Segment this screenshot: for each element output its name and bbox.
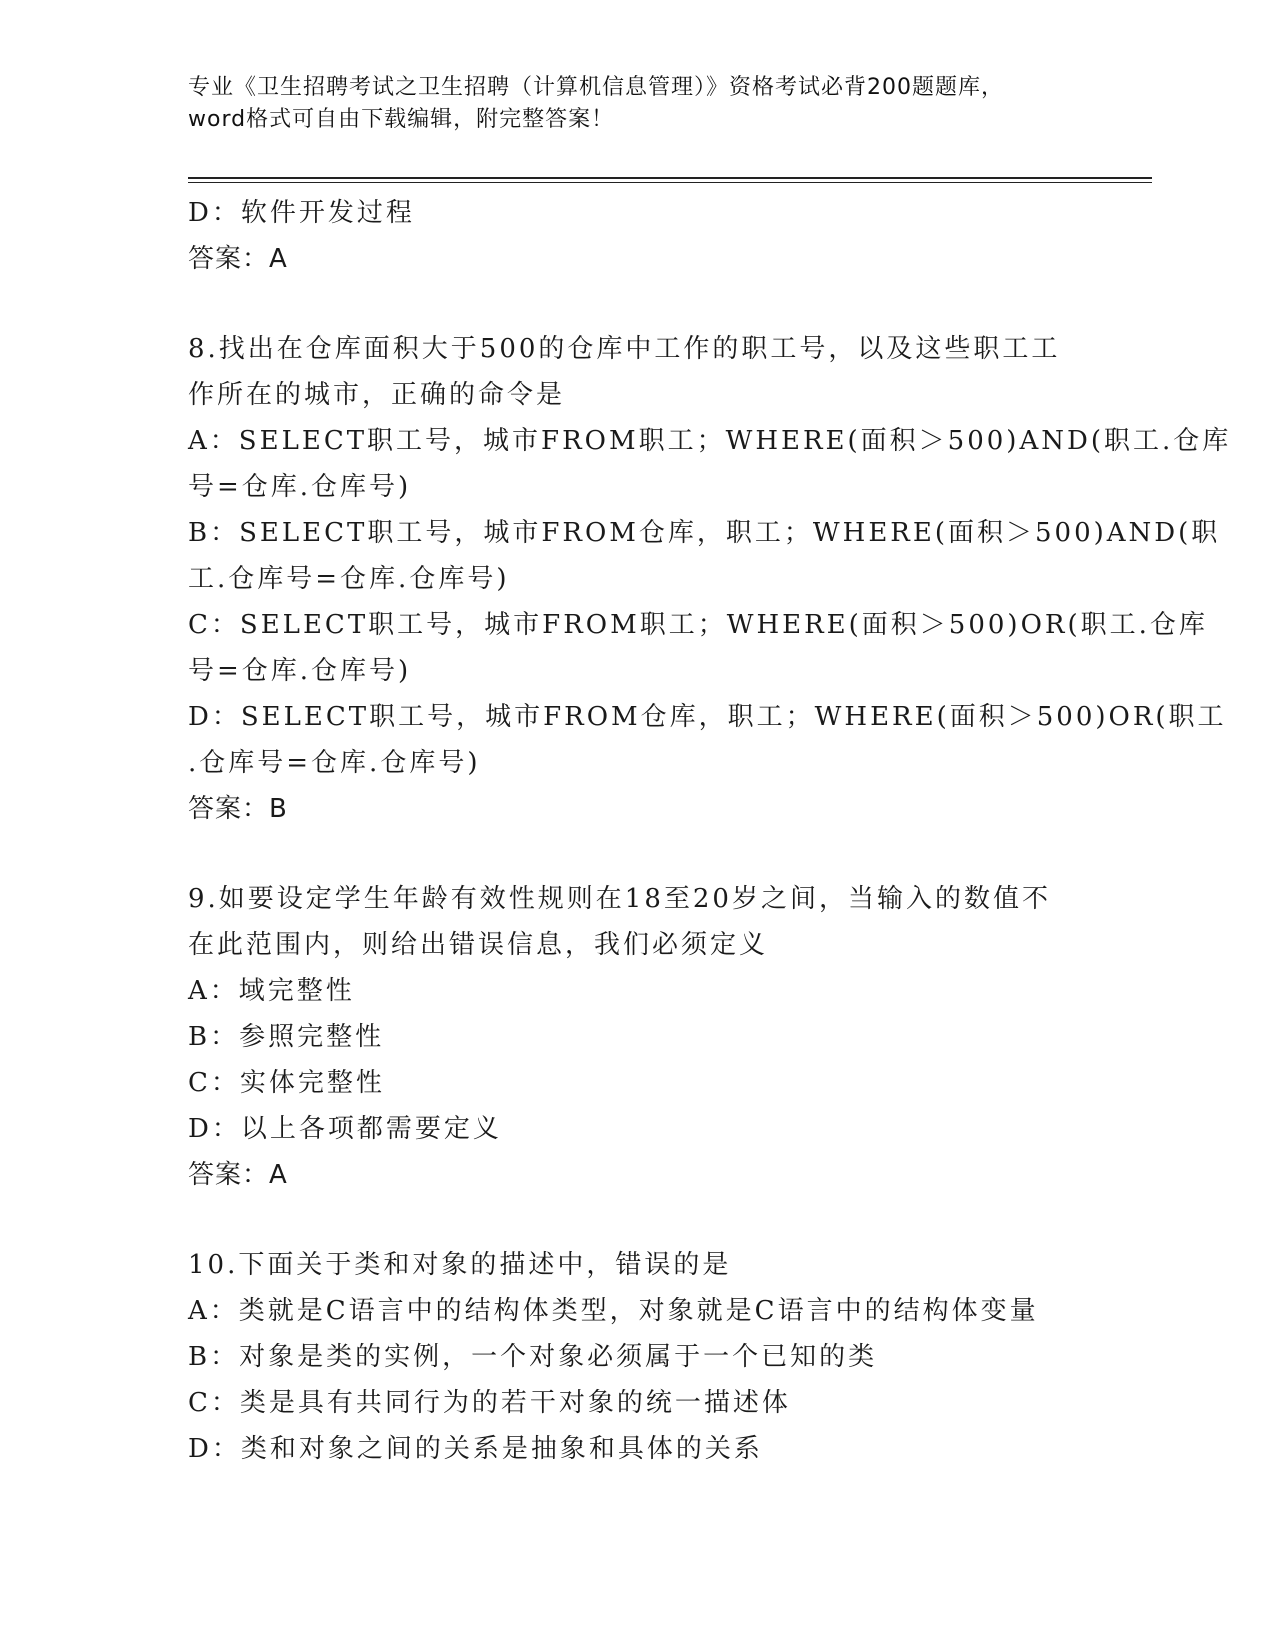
question-8-option-a-cont: 号=仓库.仓库号) <box>188 472 412 502</box>
header-divider-thin <box>188 182 1152 183</box>
question-8-option-b-cont: 工.仓库号=仓库.仓库号) <box>188 564 510 594</box>
document-header <box>188 72 1088 136</box>
question-10-option-a: A：类就是C语言中的结构体类型，对象就是C语言中的结构体变量 <box>188 1296 1039 1326</box>
question-8-option-c-cont: 号=仓库.仓库号) <box>188 656 412 686</box>
question-10-stem: 10.下面关于类和对象的描述中，错误的是 <box>188 1250 732 1280</box>
option-d: D：软件开发过程 <box>188 198 415 228</box>
spacer <box>188 832 1088 876</box>
question-9-option-c: C：实体完整性 <box>188 1068 385 1098</box>
question-8-stem: 8.找出在仓库面积大于500的仓库中工作的职工号，以及这些职工工 <box>188 334 1061 364</box>
question-8-option-a: A：SELECT职工号，城市FROM职工；WHERE(面积＞500)AND(职工.仓库 <box>188 426 1232 456</box>
spacer <box>188 282 1088 326</box>
question-8-option-d: D：SELECT职工号，城市FROM仓库，职工；WHERE(面积＞500)OR(职工 <box>188 702 1227 732</box>
question-9-option-b: B：参照完整性 <box>188 1022 385 1052</box>
question-9-answer: 答案：A <box>188 1160 288 1190</box>
spacer <box>188 1198 1088 1242</box>
question-10-option-b: B：对象是类的实例，一个对象必须属于一个已知的类 <box>188 1342 878 1372</box>
header-line-2: word格式可自由下载编辑，附完整答案！ <box>188 107 615 132</box>
answer-line: 答案：A <box>188 244 288 274</box>
header-divider-thick <box>188 177 1152 179</box>
question-9-option-d: D：以上各项都需要定义 <box>188 1114 502 1144</box>
question-8-option-c: C：SELECT职工号，城市FROM职工；WHERE(面积＞500)OR(职工.仓库 <box>188 610 1208 640</box>
question-9-stem-cont: 在此范围内，则给出错误信息，我们必须定义 <box>188 930 769 960</box>
question-8-option-b: B：SELECT职工号，城市FROM仓库，职工；WHERE(面积＞500)AND(职 <box>188 518 1221 548</box>
question-8-stem-cont: 作所在的城市，正确的命令是 <box>188 380 566 410</box>
document-body <box>188 190 1232 1472</box>
question-10-option-c: C：类是具有共同行为的若干对象的统一描述体 <box>188 1388 791 1418</box>
question-9-option-a: A：域完整性 <box>188 976 355 1006</box>
header-line-1: 专业《卫生招聘考试之卫生招聘（计算机信息管理）》资格考试必背200题题库， <box>188 75 1004 100</box>
question-8-option-d-cont: .仓库号=仓库.仓库号) <box>188 748 481 778</box>
question-10-option-d: D：类和对象之间的关系是抽象和具体的关系 <box>188 1434 763 1464</box>
question-8-answer: 答案：B <box>188 794 288 824</box>
question-9-stem: 9.如要设定学生年龄有效性规则在18至20岁之间，当输入的数值不 <box>188 884 1051 914</box>
